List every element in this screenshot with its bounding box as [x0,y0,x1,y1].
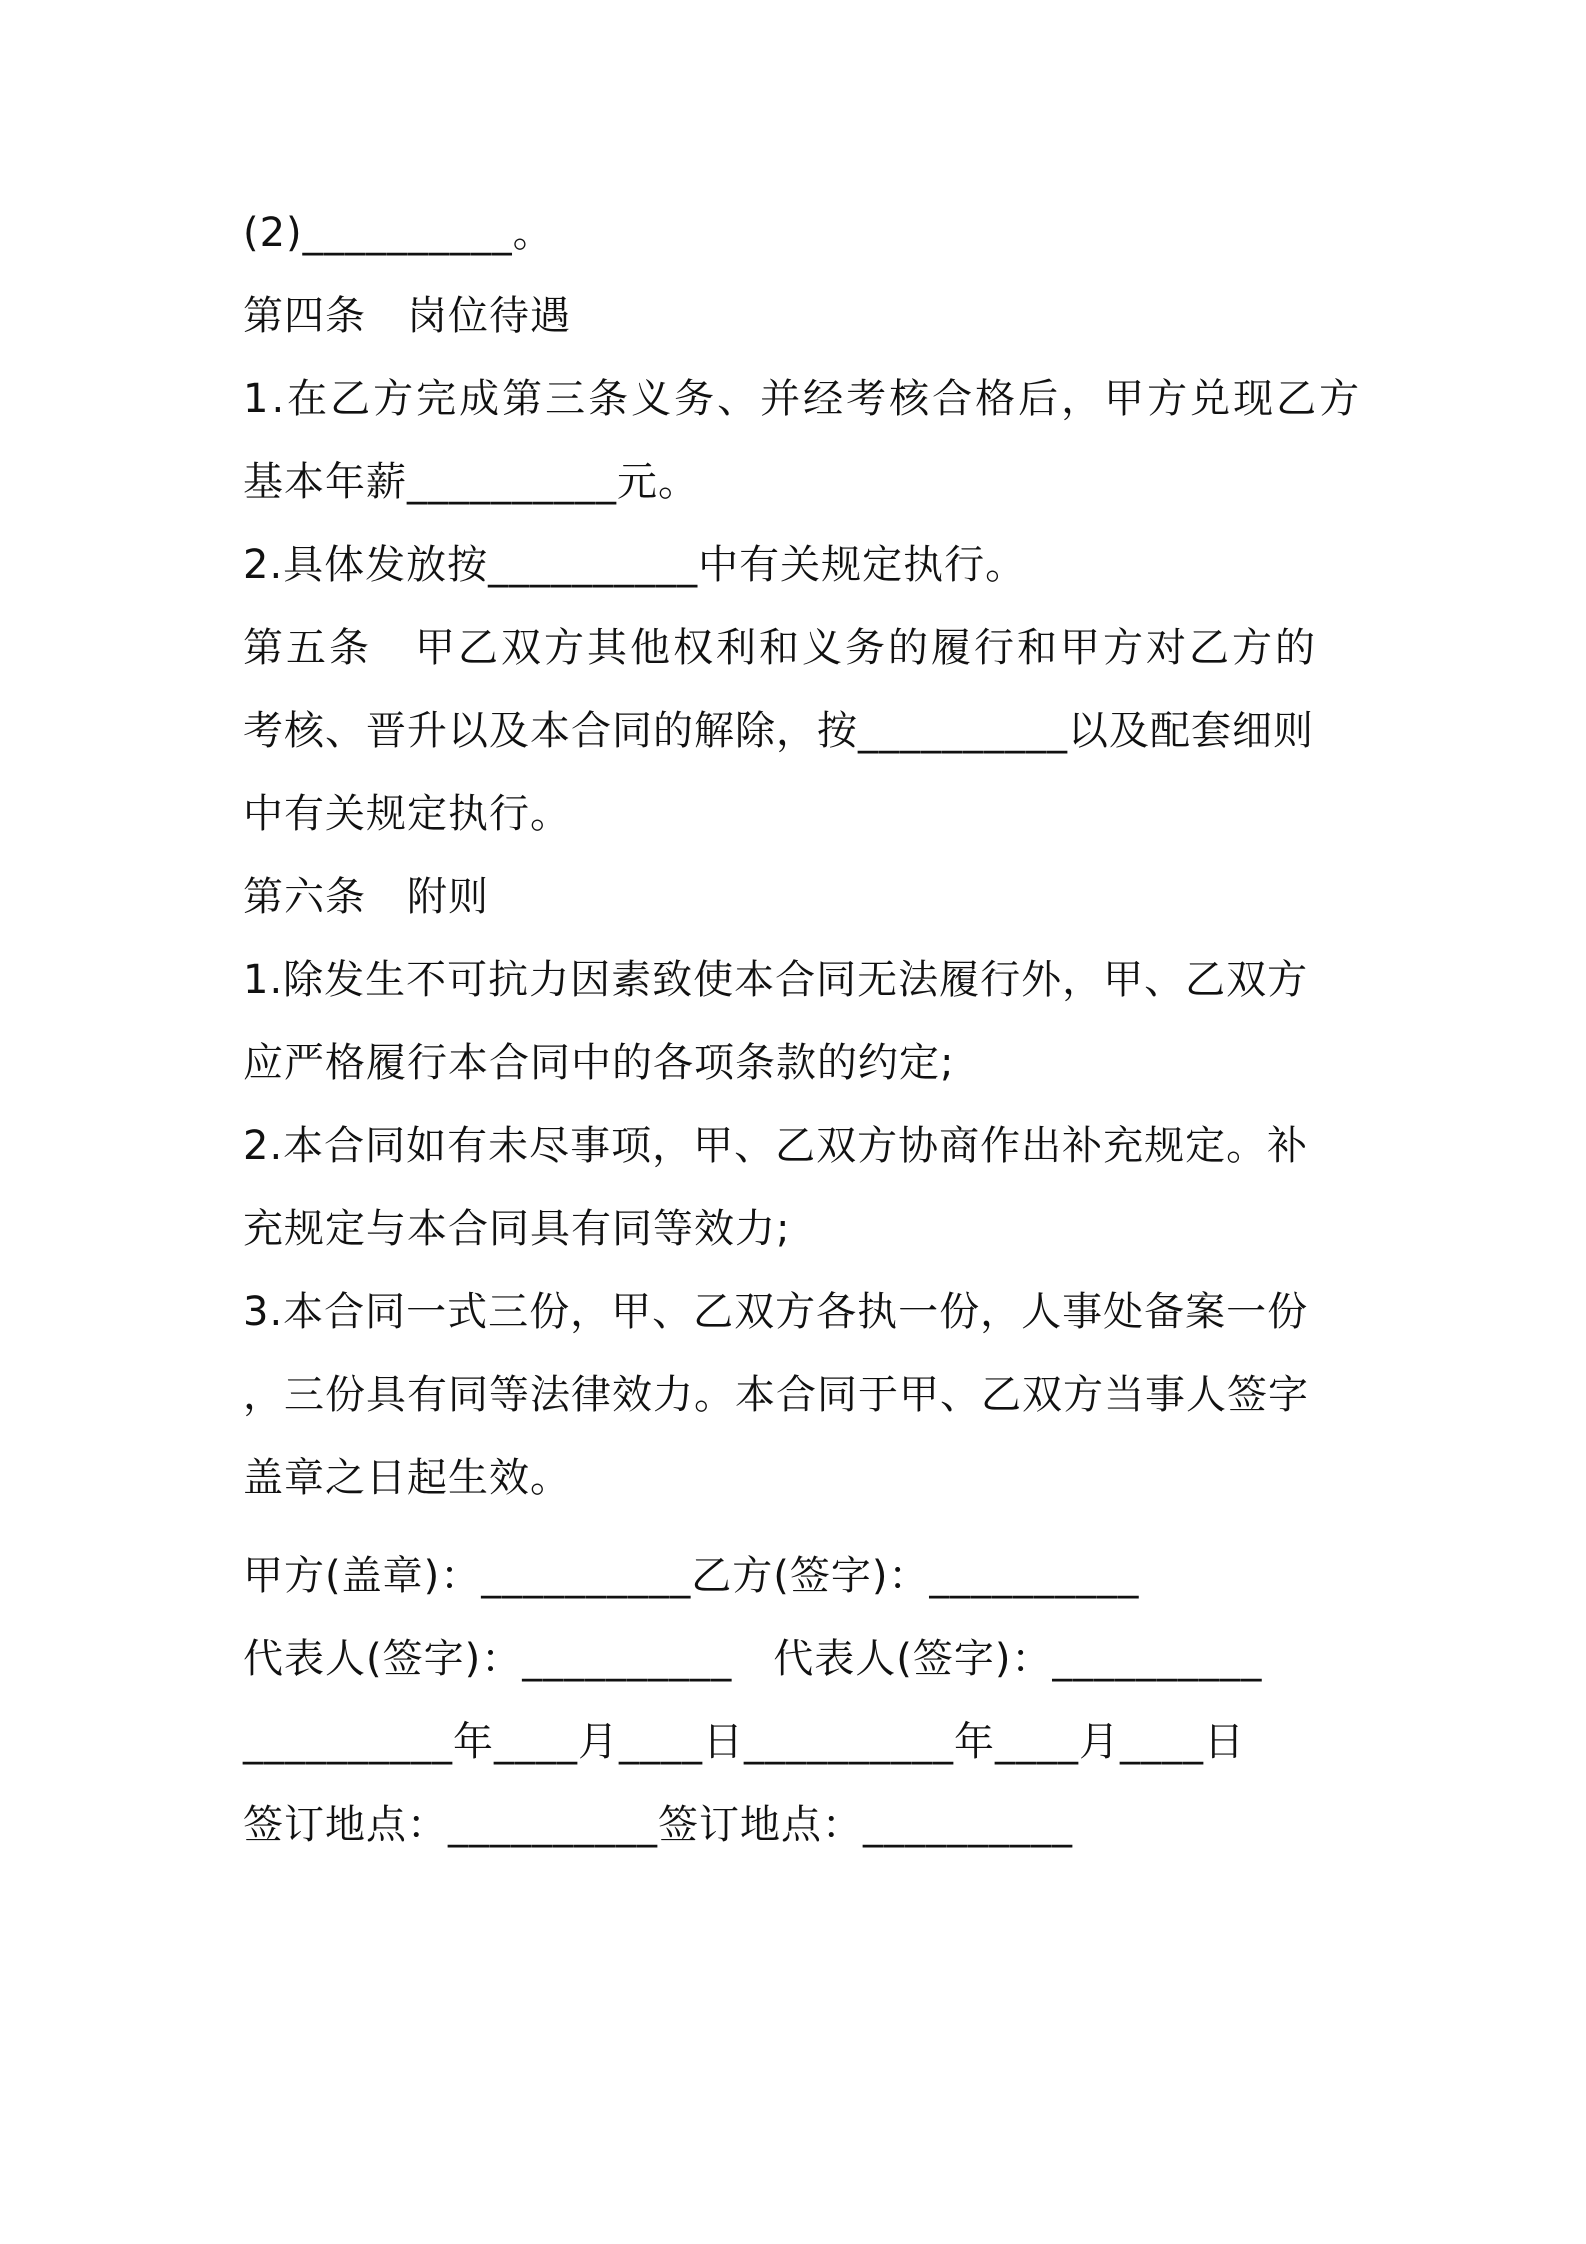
article-4-item-1-line-2: 基本年薪__________元。 [243,459,699,505]
article-6-item-3-line-3: 盖章之日起生效。 [243,1455,571,1501]
article-6-heading: 第六条 附则 [243,874,489,920]
article-4-item-2: 2.具体发放按__________中有关规定执行。 [243,542,1027,588]
clause-3-item-2: (2)__________。 [243,210,554,256]
signature-representative-line: 代表人(签字)：__________ 代表人(签字)：__________ [243,1636,1263,1682]
article-6-item-3-line-2: ，三份具有同等法律效力。本合同于甲、乙双方当事人签字 [243,1372,1309,1418]
article-6-item-1-line-1: 1.除发生不可抗力因素致使本合同无法履行外，甲、乙双方 [243,957,1309,1003]
article-5-line-1: 第五条 甲乙双方其他权利和义务的履行和甲方对乙方的 [243,625,1318,671]
article-5-line-2: 考核、晋升以及本合同的解除，按__________以及配套细则 [243,708,1314,754]
article-6-item-1-line-2: 应严格履行本合同中的各项条款的约定; [243,1040,955,1086]
article-6-item-2-line-2: 充规定与本合同具有同等效力; [243,1206,791,1252]
article-6-item-2-line-1: 2.本合同如有未尽事项，甲、乙双方协商作出补充规定。补 [243,1123,1309,1169]
article-4-heading: 第四条 岗位待遇 [243,293,571,339]
signing-location-line: 签订地点：__________签订地点：__________ [243,1802,1073,1848]
article-6-item-3-line-1: 3.本合同一式三份，甲、乙双方各执一份，人事处备案一份 [243,1289,1309,1335]
signature-date-line: __________年____月____日__________年____月____日 [243,1719,1245,1765]
article-5-line-3: 中有关规定执行。 [243,791,571,837]
signature-party-line: 甲方(盖章)：__________乙方(签字)：__________ [243,1553,1140,1599]
article-4-item-1-line-1: 1.在乙方完成第三条义务、并经考核合格后，甲方兑现乙方 [243,376,1363,422]
